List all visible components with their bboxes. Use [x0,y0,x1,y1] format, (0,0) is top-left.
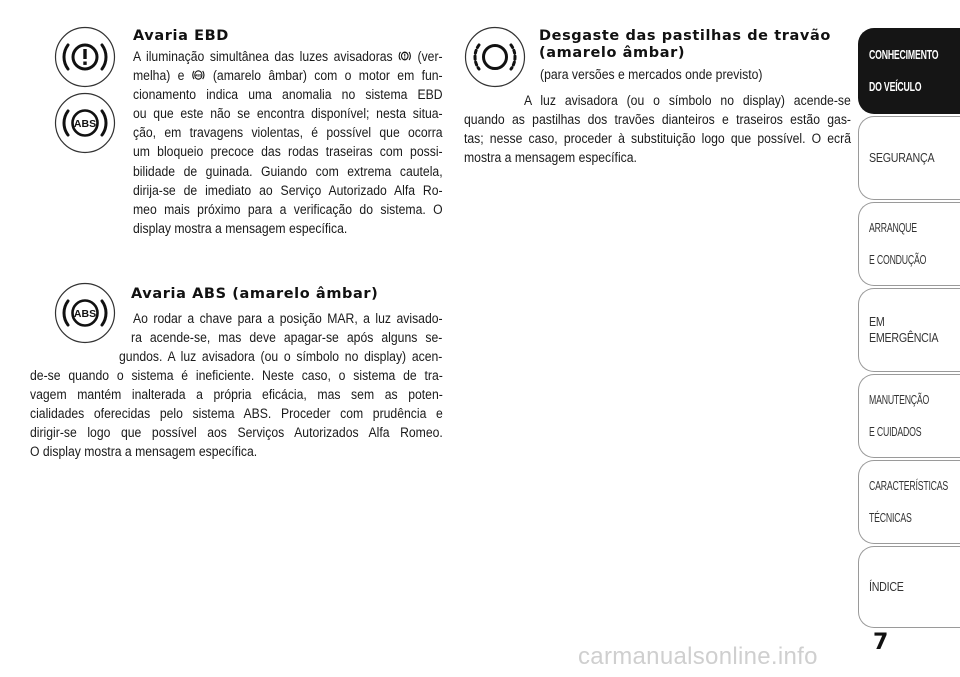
tab-em-emergencia[interactable]: EM EMERGÊNCIA [858,288,960,372]
abs-body-full [30,367,443,462]
abs-body-indented-2 [131,329,442,348]
ebd-line-9: meo mais próximo para a verificação do sistema. O [133,201,443,218]
abs-icon-label: ABS [73,308,97,320]
abs-line-5: vagem mantém inalterada a própria eficácia, mas sem as poten- [30,387,443,404]
tab-conhecimento-do-veiculo[interactable]: CONHECIMENTO DO VEÍCULO [858,28,960,114]
abs-icon [54,282,116,344]
tab-manutencao-e-cuidados[interactable]: MANUTENÇÃO E CUIDADOS [858,374,960,458]
abs-line-3: gundos. A luz avisadora (ou o símbolo no display) acen- [119,349,443,365]
pads-line-1: A luz avisadora (ou o símbolo no display) acende-se [524,93,851,109]
ebd-line-3: cionamento indica uma anomalia no sistema EBD [133,87,443,104]
ebd-line-2: melha) e ABS (amarelo âmbar) com o motor em fun- [133,68,443,85]
abs-line-2: ra acende-se, mas deve apagar-se após alguns se- [131,330,443,346]
ebd-line-7: bilidade de guinada. Guiando com extrema cautela, [133,163,443,180]
watermark: carmanualsonline.info [578,643,818,670]
abs-line-6: cialidades oferecidas pelo sistema ABS. Proceder com prudência e [30,406,443,423]
tab-caracteristicas-tecnicas[interactable]: CARACTERÍSTICAS TÉCNICAS [858,460,960,544]
ebd-line-8: dirija-se de imediato ao Serviço Autorizado Alfa Ro- [133,182,443,199]
ebd-line-5: ção, em travagens violentas, é possível que ocorra [133,125,443,142]
pads-body-full [464,111,851,168]
ebd-line-6: um bloqueio precoce das rodas traseiras com possi- [133,144,443,161]
page-number: 7 [873,630,889,655]
pads-subtitle: (para versões e mercados onde previsto) [540,67,763,83]
abs-icon [192,67,206,83]
abs-line-4: de-se quando o sistema é ineficiente. Neste caso, o sistema de tra- [30,368,443,384]
brake-pad-wear-icon [464,26,526,88]
brake-exclamation-icon [54,26,116,88]
tab-seguranca[interactable]: SEGURANÇA [858,116,960,200]
pads-line-2: quando as pastilhas dos travões dianteiros e traseiros estão gas- [464,112,851,128]
ebd-line-4: ou que este não se encontra disponível; nesta situa- [133,106,443,123]
tab-arranque-e-conducao[interactable]: ARRANQUE E CONDUÇÃO [858,202,960,286]
ebd-line-1: A iluminação simultânea das luzes avisadoras (ver- [133,49,443,65]
ebd-line-10: display mostra a mensagem específica. [133,220,348,237]
abs-body-indented-3 [119,348,442,367]
pads-heading [539,28,831,62]
brake-exclamation-icon [398,48,412,64]
abs-icon [54,92,116,154]
pads-line-4: mostra a mensagem específica. [464,150,637,167]
abs-line-1: Ao rodar a chave para a posição MAR, a luz avisado- [133,311,443,327]
pads-heading-line2: (amarelo âmbar) [539,45,686,61]
abs-line-7: dirigir-se logo que possível aos Serviços Autorizados Alfa Romeo. [30,425,443,442]
abs-icon-label: ABS [73,118,97,130]
abs-body-indented [133,310,443,329]
pads-heading-line1: Desgaste das pastilhas de travão [539,28,831,44]
ebd-body [133,48,443,239]
svg-text:ABS: ABS [195,73,202,78]
pads-body-indented [524,92,851,111]
pads-line-3: tas; nesse caso, proceder à substituição logo que possível. O ecrã [464,131,851,148]
ebd-heading: Avaria EBD [133,28,229,44]
tab-indice[interactable]: ÍNDICE [858,546,960,628]
abs-line-8: O display mostra a mensagem específica. [30,444,258,461]
abs-heading: Avaria ABS (amarelo âmbar) [131,286,379,302]
